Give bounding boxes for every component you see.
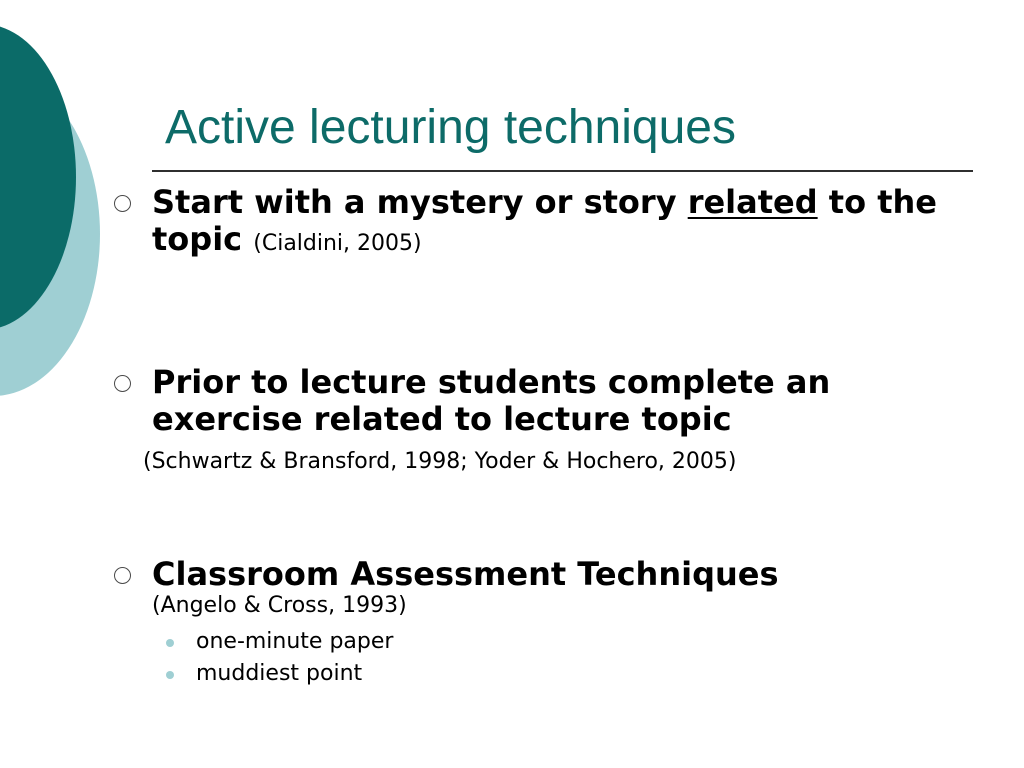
bullet-1-underlined-word: related <box>687 183 818 221</box>
bullet-item-2 <box>152 364 972 438</box>
sub-item-label: one-minute paper <box>196 629 394 654</box>
bullet-1-text-start: Start with a mystery or story <box>152 183 688 221</box>
hollow-circle-bullet-icon <box>114 195 131 212</box>
bullet-item-3 <box>152 556 972 621</box>
dot-bullet-icon <box>166 639 174 647</box>
title-divider <box>152 170 973 172</box>
sub-item-label: muddiest point <box>196 661 363 686</box>
dot-bullet-icon <box>166 671 174 679</box>
bullet-1-citation: (Cialdini, 2005) <box>253 231 422 256</box>
bullet-2-citation: (Schwartz & Bransford, 1998; Yoder & Hochero, 2005) <box>143 449 737 474</box>
hollow-circle-bullet-icon <box>114 375 131 392</box>
sub-item-muddiest-point <box>196 659 362 689</box>
bullet-3-citation: (Angelo & Cross, 1993) <box>152 593 407 618</box>
sub-item-one-minute-paper <box>196 627 393 657</box>
bullet-2-text: Prior to lecture students complete an exercise related to lecture topic <box>152 363 831 438</box>
bullet-3-text: Classroom Assessment Techniques <box>152 555 779 593</box>
bullet-1-text-end: to the topic <box>152 183 937 258</box>
bullet-item-1 <box>152 184 972 262</box>
hollow-circle-bullet-icon <box>114 567 131 584</box>
bullet-1-text <box>152 184 972 262</box>
slide-title: Active lecturing techniques <box>165 101 736 154</box>
